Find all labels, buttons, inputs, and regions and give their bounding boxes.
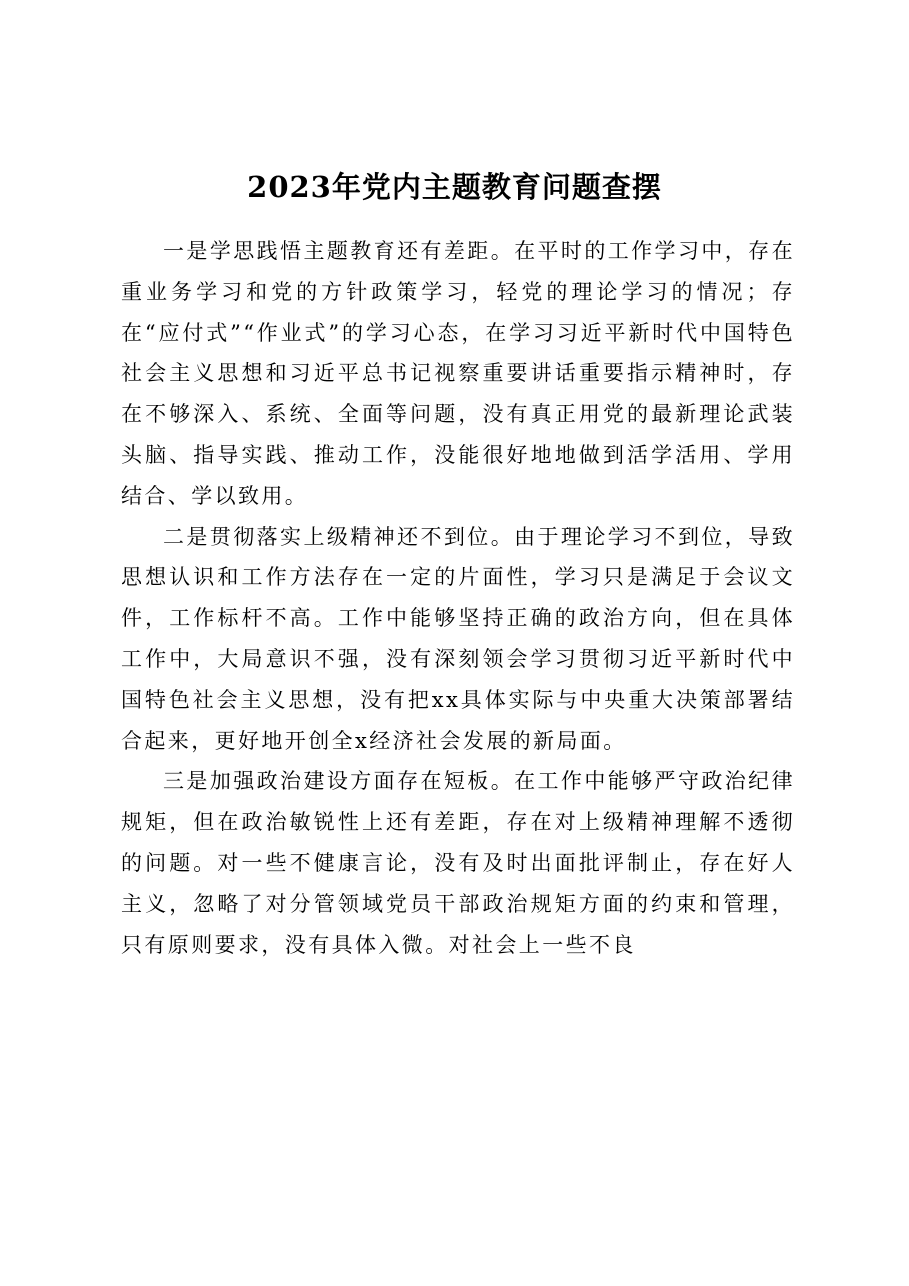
paragraph-2: 二是贯彻落实上级精神还不到位。由于理论学习不到位，导致思想认识和工作方法存在一定的片面性，学习只是满足于会议文件，工作标杆不高。工作中能够坚持正确的政治方向，但在具体工作中，大局意识不强，没有深刻领会学习贯彻习近平新时代中国特色社会主义思想，没有把xx具体实际与中央重大决策部署结合起来，更好地开创全x经济社会发展的新局面。 bbox=[121, 524, 795, 753]
paragraph-1: 一是学思践悟主题教育还有差距。在平时的工作学习中，存在重业务学习和党的方针政策学习，轻党的理论学习的情况；存在“应付式”“作业式”的学习心态，在学习习近平新时代中国特色社会主义思想和习近平总书记视察重要讲话重要指示精神时，存在不够深入、系统、全面等问题，没有真正用党的最新理论武装头脑、指导实践、推动工作，没能很好地地做到活学活用、学用结合、学以致用。 bbox=[121, 239, 795, 508]
paragraph-3: 三是加强政治建设方面存在短板。在工作中能够严守政治纪律规矩，但在政治敏锐性上还有差距，存在对上级精神理解不透彻的问题。对一些不健康言论，没有及时出面批评制止，存在好人主义，忽略了对分管领域党员干部政治规矩方面的约束和管理，只有原则要求，没有具体入微。对社会上一些不良 bbox=[121, 769, 795, 957]
document-body bbox=[121, 231, 795, 965]
document-title: 2023年党内主题教育问题查摆 bbox=[247, 170, 662, 204]
